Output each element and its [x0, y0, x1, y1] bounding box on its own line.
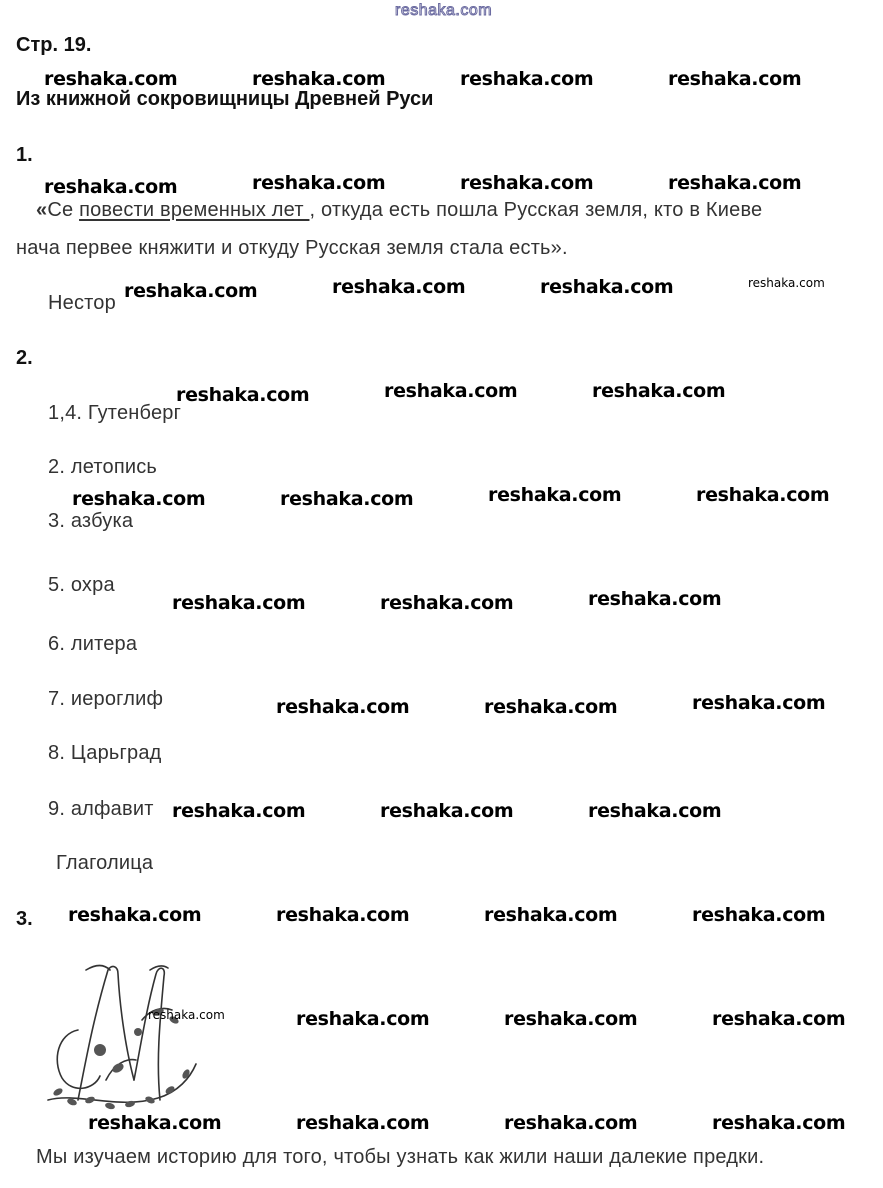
- watermark: reshaka.com: [712, 1112, 846, 1134]
- page-number: Стр. 19.: [16, 34, 92, 56]
- watermark: reshaka.com: [484, 696, 618, 718]
- quote-line-2: нача первее княжити и откуду Русская земля стала есть».: [16, 237, 568, 259]
- watermark: reshaka.com: [460, 172, 594, 194]
- watermark: reshaka.com: [72, 488, 206, 510]
- task-2-number: 2.: [16, 347, 33, 369]
- task-3-answer: Мы изучаем историю для того, чтобы узнать как жили наши далекие предки.: [36, 1146, 765, 1168]
- watermark: reshaka.com: [332, 276, 466, 298]
- watermark: reshaka.com: [712, 1008, 846, 1030]
- watermark: reshaka.com: [172, 592, 306, 614]
- watermark: reshaka.com: [252, 172, 386, 194]
- watermark: reshaka.com: [692, 692, 826, 714]
- top-watermark: reshaka.com: [395, 2, 493, 19]
- watermark: reshaka.com: [380, 592, 514, 614]
- list-item: 3. азбука: [48, 510, 134, 532]
- list-item: 2. летопись: [48, 456, 158, 478]
- watermark: reshaka.com: [44, 176, 178, 198]
- watermark: reshaka.com: [696, 484, 830, 506]
- quote-line-1: [36, 199, 762, 222]
- watermark: reshaka.com: [44, 68, 178, 90]
- list-item: 7. иероглиф: [48, 688, 164, 710]
- list-item: 6. литера: [48, 633, 138, 655]
- watermark: reshaka.com: [176, 384, 310, 406]
- watermark: reshaka.com: [148, 1008, 225, 1022]
- watermark: reshaka.com: [504, 1112, 638, 1134]
- quote-rest: , откуда есть пошла Русская земля, кто в Киеве: [309, 199, 763, 221]
- watermark: reshaka.com: [68, 904, 202, 926]
- watermark: reshaka.com: [488, 484, 622, 506]
- watermark: reshaka.com: [276, 696, 410, 718]
- decorated-letter-m-icon: [38, 960, 202, 1115]
- watermark: reshaka.com: [504, 1008, 638, 1030]
- quote-author: Нестор: [48, 292, 116, 314]
- watermark: reshaka.com: [692, 904, 826, 926]
- watermark: reshaka.com: [588, 588, 722, 610]
- watermark: reshaka.com: [460, 68, 594, 90]
- watermark: reshaka.com: [748, 276, 825, 290]
- quote-start: Се: [47, 199, 80, 221]
- watermark: reshaka.com: [384, 380, 518, 402]
- watermark: reshaka.com: [124, 280, 258, 302]
- page-title: Из книжной сокровищницы Древней Руси: [16, 88, 434, 110]
- watermark: reshaka.com: [484, 904, 618, 926]
- task-3-number: 3.: [16, 908, 33, 930]
- watermark: reshaka.com: [252, 68, 386, 90]
- list-item: 9. алфавит: [48, 798, 154, 820]
- watermark: reshaka.com: [276, 904, 410, 926]
- list-item: 1,4. Гутенберг: [48, 402, 182, 424]
- quote-open-mark: «: [36, 199, 48, 221]
- watermark: reshaka.com: [668, 172, 802, 194]
- watermark: reshaka.com: [296, 1008, 430, 1030]
- watermark: reshaka.com: [280, 488, 414, 510]
- task-1-number: 1.: [16, 144, 33, 166]
- watermark: reshaka.com: [668, 68, 802, 90]
- list-item: 8. Царьград: [48, 742, 162, 764]
- watermark: reshaka.com: [540, 276, 674, 298]
- watermark: reshaka.com: [592, 380, 726, 402]
- list-item: 5. охра: [48, 574, 115, 596]
- watermark: reshaka.com: [172, 800, 306, 822]
- watermark: reshaka.com: [588, 800, 722, 822]
- list-item: Глаголица: [56, 852, 154, 874]
- watermark: reshaka.com: [88, 1112, 222, 1134]
- quote-underlined-title: повести временных лет: [79, 199, 310, 221]
- watermark: reshaka.com: [380, 800, 514, 822]
- watermark: reshaka.com: [296, 1112, 430, 1134]
